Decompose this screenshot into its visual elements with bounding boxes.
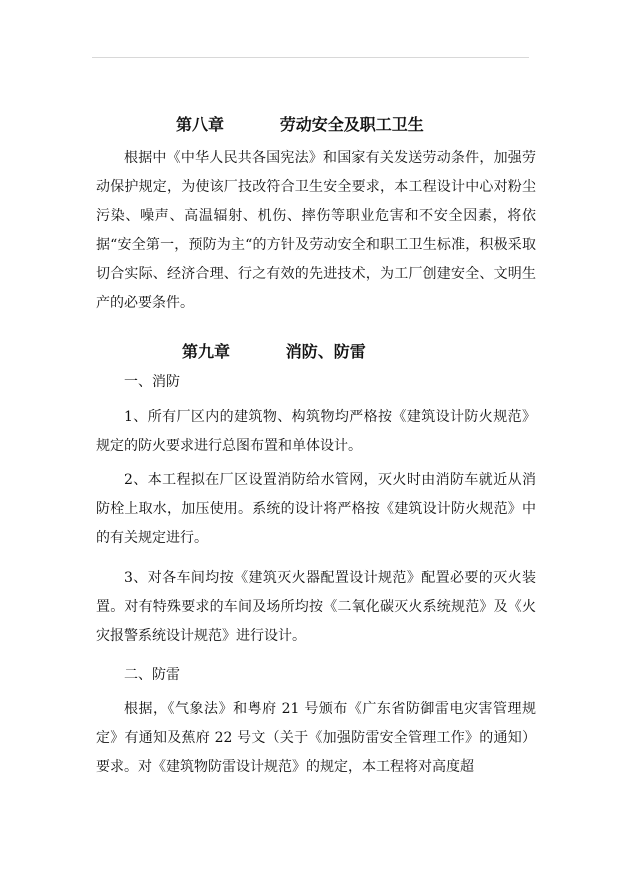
chapter-8-title: 第八章 劳动安全及职工卫生 [176, 115, 424, 134]
fire-item-3: 3、对各车间均按《建筑灭火器配置设计规范》配置必要的灭火装置。对有特殊要求的车间及场所均按《二氧化碳灭火系统规范》及《火灾报警系统设计规范》进行设计。 [96, 570, 536, 644]
chapter-8-paragraph: 根据中《中华人民共各国宪法》和国家有关发送劳动条件，加强劳动保护规定，为使该厂技改符合卫生安全要求，本工程设计中心对粉尘污染、噪声、高温辐射、机伤、摔伤等职业危害和不安全因素，将依据“安全第一，预防为主“的方针及劳动安全和职工卫生标准，积极采取切合实际、经济合理、行之有效的先进技术，为工厂创建安全、文明生产的必要条件。 [96, 150, 536, 311]
chapter-9-title: 第九章 消防、防雷 [182, 342, 366, 361]
fire-item-2: 2、本工程拟在厂区设置消防给水管网，灭火时由消防车就近从消防栓上取水，加压使用。系统的设计将严格按《建筑设计防火规范》中的有关规定进行。 [96, 472, 536, 546]
fire-item-1: 1、所有厂区内的建筑物、构筑物均严格按《建筑设计防火规范》规定的防火要求进行总图布置和单体设计。 [96, 409, 536, 454]
fire-protection-heading: 一、消防 [124, 374, 180, 390]
lightning-paragraph: 根据，《气象法》和粤府 21 号颁布《广东省防御雷电灾害管理规定》有通知及蕉府 22 号文（关于《加强防雷安全管理工作》的通知）要求。对《建筑物防雷设计规范》的规定，本工程将对高度超 [96, 701, 536, 775]
lightning-protection-heading: 二、防雷 [124, 667, 180, 683]
header-rule [92, 57, 529, 58]
